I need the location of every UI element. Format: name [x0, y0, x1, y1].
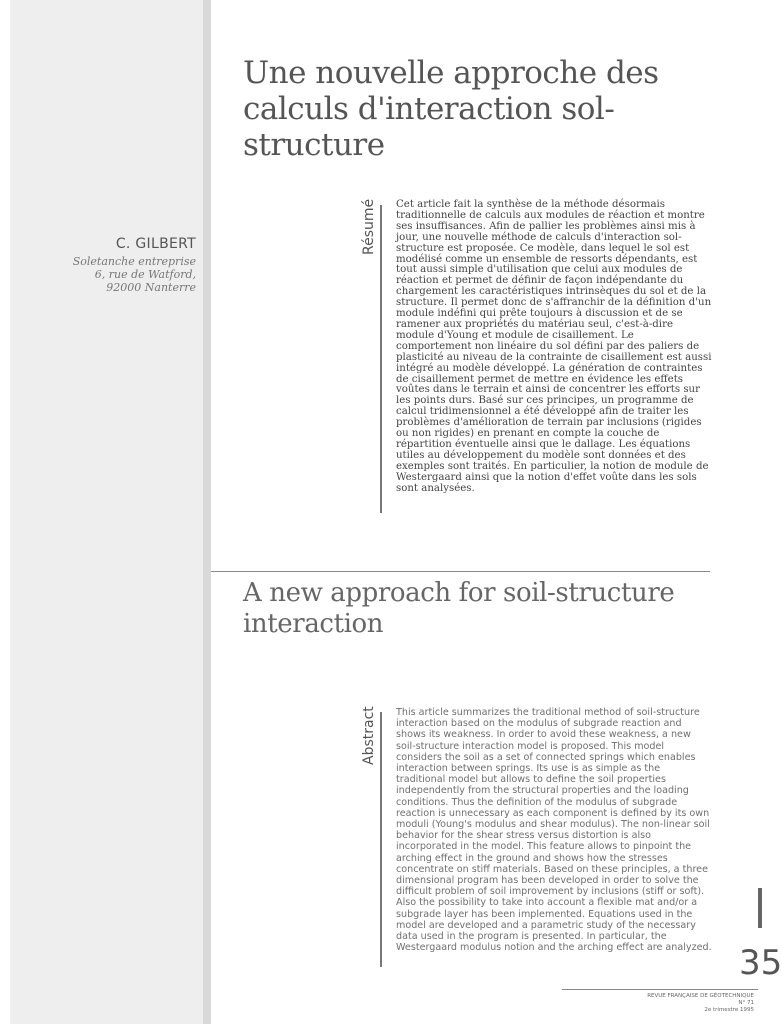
journal-period: 2e trimestre 1995 [704, 1007, 754, 1013]
english-title: A new approach for soil-structure interaction [243, 578, 675, 639]
journal-issue: N° 71 [738, 1000, 754, 1006]
affiliation-city: 92000 Nanterre [106, 281, 196, 294]
french-abstract-body: Cet article fait la synthèse de la méthode désormais traditionnelle de calculs aux modules de réaction et montre ses insuffisances. Afin de pallier les problèmes ainsi mis à jour, une nouvelle méthode de calculs d'interaction sol-structure est proposée. Ce modèle, dans lequel le sol est modélisé comme un ensemble de ressorts dépendants, est tout aussi simple d'utilisation que celui aux modules de réaction et permet de définir de façon indépendante du chargement les caractéristiques intrinsèques du sol et de la structure. Il permet donc de s'affranchir de la définition d'un module indéfini qui prête toujours à discussion et de se ramener aux propriétés du matériau seul, c'est-à-dire module d'Young et module de cisaillement. Le comportement non linéaire du sol défini par des paliers de plasticité au niveau de la contrainte de cisaillement est aussi intégré au modèle développé. La génération de contraintes de cisaillement permet de mettre en évidence les effets voûtes dans le terrain et ainsi de concentrer les efforts sur les points durs. Basé sur ces principes, un programme de calcul tridimensionnel a été développé afin de traiter les problèmes d'amélioration de terrain par inclusions (rigides ou non rigides) en prenant en compte la couche de répartition éventuelle ainsi que le dallage. Les équations utiles au développement du modèle sont données et des exemples sont traités. En particulier, la notion de module de Westergaard ainsi que la notion d'effet voûte dans les sols sont analysées. [396, 199, 712, 494]
resume-rule [380, 205, 382, 513]
journal-footer [647, 993, 754, 1014]
french-title: Une nouvelle approche des calculs d'interaction sol-structure [243, 55, 659, 163]
page-margin [0, 0, 10, 1024]
affiliation-company: Soletanche entreprise [72, 255, 196, 268]
affiliation-street: 6, rue de Watford, [94, 268, 196, 281]
abstract-rule [380, 712, 382, 967]
abstract-label: Abstract [361, 706, 377, 765]
left-column [10, 0, 203, 1024]
resume-label: Résumé [361, 198, 377, 255]
section-separator [211, 571, 710, 572]
margin-mark [758, 888, 762, 928]
journal-name: REVUE FRANÇAISE DE GÉOTECHNIQUE [647, 993, 754, 999]
column-divider [203, 0, 211, 1024]
author-block [16, 236, 196, 294]
page-number: 35 [739, 943, 782, 983]
english-abstract-body: This article summarizes the traditional method of soil-structure interaction based on the modulus of subgrade reaction and shows its weakness. In order to avoid these weakness, a new soil-structure interaction model is proposed. This model considers the soil as a set of connected springs which enables interaction between springs. Its use is as simple as the traditional model but allows to define the soil properties independently from the structural properties and the loading conditions. Thus the definition of the modulus of subgrade reaction is unnecessary as each component is defined by its own moduli (Young's modulus and shear modulus). The non-linear soil behavior for the shear stress versus distortion is also incorporated in the model. This feature allows to pinpoint the arching effect in the ground and shows how the stresses concentrate on stiff materials. Based on these principles, a three dimensional program has been developed in order to solve the difficult problem of soil improvement by inclusions (stiff or soft). Also the possibility to take into account a flexible mat and/or a subgrade layer has been implemented. Equations used in the model are developed and a parametric study of the necessary data used in the program is presented. In particular, the Westergaard modulus notion and the arching effect are analyzed. [396, 707, 712, 954]
author-name: C. GILBERT [115, 236, 196, 252]
footer-rule [562, 989, 758, 990]
